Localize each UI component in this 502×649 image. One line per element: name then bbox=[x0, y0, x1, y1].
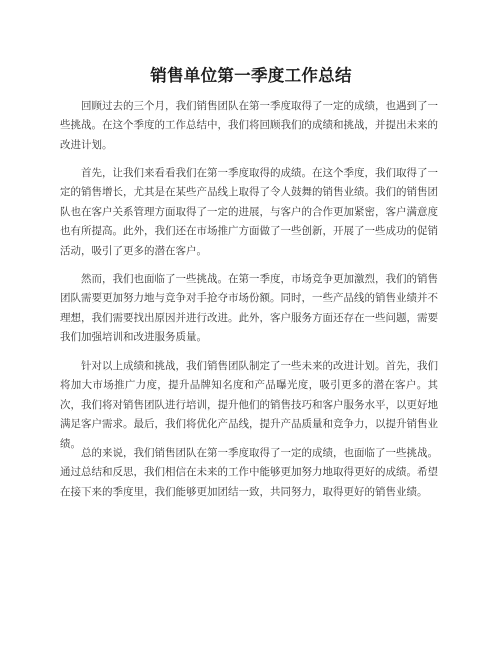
paragraph-challenges: 然而，我们也面临了一些挑战。在第一季度，市场竞争更加激烈，我们的销售团队需要更加努力地与竞争对手抢夺市场份额。同时，一些产品线的销售业绩并不理想，我们需要找出原因并进行改进。此外，客户服务方面还存在一些问题，需要我们加强培训和改进服务质量。 bbox=[60, 273, 438, 344]
paragraph-conclusion: 总的来说，我们销售团队在第一季度取得了一定的成绩，也面临了一些挑战。通过总结和反思，我们相信在未来的工作中能够更加努力地取得更好的成绩。希望在接下来的季度里，我们能够更加团结一致，共同努力，取得更好的销售业绩。 bbox=[60, 447, 438, 498]
document-title: 销售单位第一季度工作总结 bbox=[150, 66, 352, 85]
paragraph-achievements: 首先，让我们来看看我们在第一季度取得的成绩。在这个季度，我们取得了一定的销售增长，尤其是在某些产品线上取得了令人鼓舞的销售业绩。我们的销售团队也在客户关系管理方面取得了一定的进展，与客户的合作更加紧密，客户满意度也有所提高。此外，我们还在市场推广方面做了一些创新，开展了一些成功的促销活动，吸引了更多的潜在客户。 bbox=[60, 167, 438, 257]
paragraph-improvement-plan: 针对以上成绩和挑战，我们销售团队制定了一些未来的改进计划。首先，我们将加大市场推广力度，提升品牌知名度和产品曝光度，吸引更多的潜在客户。其次，我们将对销售团队进行培训，提升他们的销售技巧和客户服务水平，以更好地满足客户需求。最后，我们将优化产品线，提升产品质量和竞争力，以提升销售业绩。 bbox=[60, 360, 438, 450]
paragraph-intro: 回顾过去的三个月，我们销售团队在第一季度取得了一定的成绩，也遇到了一些挑战。在这个季度的工作总结中，我们将回顾我们的成绩和挑战，并提出未来的改进计划。 bbox=[60, 100, 438, 151]
